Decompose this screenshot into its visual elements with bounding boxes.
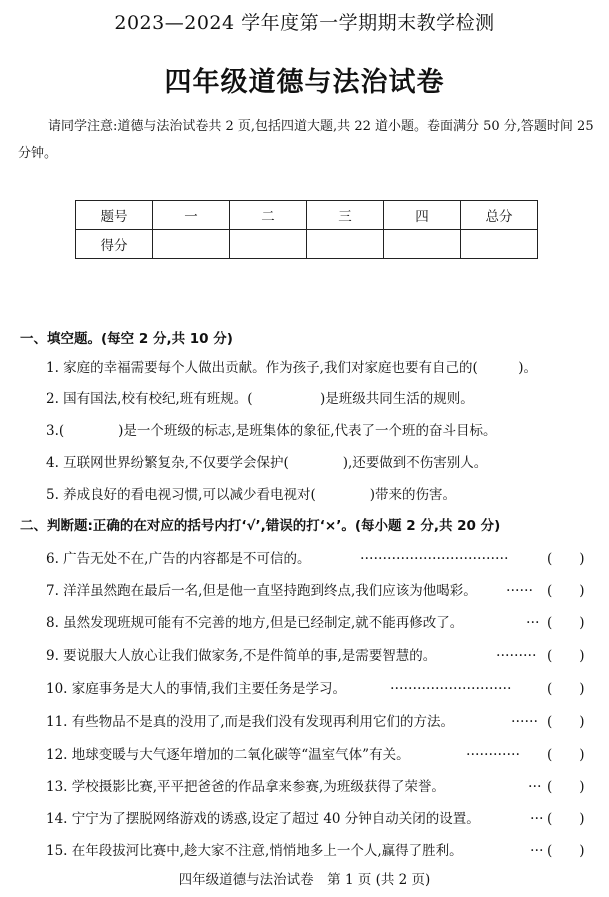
exam-header: 2023—2024 学年度第一学期期末教学检测 [114, 12, 495, 34]
score-table [75, 200, 538, 259]
answer-parentheses[interactable]: ( ) [547, 648, 585, 664]
section2-heading: 二、判断题:正确的在对应的括号内打‘√’,错误的打‘×’。(每小题 2 分,共 20 分) [20, 518, 501, 534]
score-input-cell[interactable] [230, 230, 307, 259]
dot-leader: ……………………… [390, 677, 512, 693]
exam-title: 四年级道德与法治试卷 [164, 67, 445, 98]
section1-heading: 一、填空题。(每空 2 分,共 10 分) [20, 331, 233, 347]
dot-leader: …………………………… [360, 547, 509, 563]
score-header-cell: 总分 [461, 201, 538, 230]
fill-blank-item: 2. 国有国法,校有校纪,班有班规。( )是班级共同生活的规则。 [46, 391, 474, 407]
answer-parentheses[interactable]: ( ) [547, 843, 585, 859]
judgement-question: 6. 广告无处不在,广告的内容都是不可信的。 [46, 551, 311, 567]
score-header-cell: 一 [153, 201, 230, 230]
dot-leader: ……… [496, 644, 537, 660]
answer-parentheses[interactable]: ( ) [547, 551, 585, 567]
fill-blank-item: 4. 互联网世界纷繁复杂,不仅要学会保护( ),还要做到不伤害别人。 [46, 455, 488, 471]
dot-leader: … [528, 775, 542, 791]
answer-parentheses[interactable]: ( ) [547, 779, 585, 795]
fill-blank-item: 1. 家庭的幸福需要每个人做出贡献。作为孩子,我们对家庭也要有自己的( )。 [46, 360, 537, 376]
answer-parentheses[interactable]: ( ) [547, 811, 585, 827]
judgement-question: 9. 要说服大人放心让我们做家务,不是件简单的事,是需要智慧的。 [46, 648, 437, 664]
page-footer: 四年级道德与法治试卷 第 1 页 (共 2 页) [178, 872, 431, 888]
score-table-header-row [76, 201, 538, 230]
score-header-cell: 二 [230, 201, 307, 230]
score-input-cell[interactable] [153, 230, 230, 259]
score-header-cell: 三 [307, 201, 384, 230]
answer-parentheses[interactable]: ( ) [547, 681, 585, 697]
judgement-question: 14. 宁宁为了摆脱网络游戏的诱惑,设定了超过 40 分钟自动关闭的设置。 [46, 811, 480, 827]
score-header-cell: 题号 [76, 201, 153, 230]
fill-blank-item: 5. 养成良好的看电视习惯,可以减少看电视对( )带来的伤害。 [46, 487, 456, 503]
score-input-cell[interactable] [307, 230, 384, 259]
judgement-question: 13. 学校摄影比赛,平平把爸爸的作品拿来参赛,为班级获得了荣誉。 [46, 779, 445, 795]
fill-blank-item: 3.( )是一个班级的标志,是班集体的象征,代表了一个班的奋斗目标。 [46, 423, 497, 439]
judgement-question: 7. 洋洋虽然跑在最后一名,但是他一直坚持跑到终点,我们应该为他喝彩。 [46, 583, 477, 599]
judgement-question: 12. 地球变暖与大气逐年增加的二氧化碳等“温室气体”有关。 [46, 747, 410, 763]
judgement-question: 15. 在年段拔河比赛中,趁大家不注意,悄悄地多上一个人,赢得了胜利。 [46, 843, 463, 859]
answer-parentheses[interactable]: ( ) [547, 714, 585, 730]
score-row-label: 得分 [76, 230, 153, 259]
dot-leader: …… [511, 710, 538, 726]
dot-leader: … [530, 839, 544, 855]
score-table-score-row [76, 230, 538, 259]
judgement-question: 10. 家庭事务是大人的事情,我们主要任务是学习。 [46, 681, 347, 697]
score-input-cell[interactable] [384, 230, 461, 259]
answer-parentheses[interactable]: ( ) [547, 747, 585, 763]
score-header-cell: 四 [384, 201, 461, 230]
judgement-question: 11. 有些物品不是真的没用了,而是我们没有发现再利用它们的方法。 [46, 714, 455, 730]
answer-parentheses[interactable]: ( ) [547, 583, 585, 599]
dot-leader: ………… [466, 743, 520, 759]
exam-notice: 请同学注意:道德与法治试卷共 2 页,包括四道大题,共 22 道小题。卷面满分 50 分,答题时间 25 分钟。 [18, 119, 594, 161]
answer-parentheses[interactable]: ( ) [547, 615, 585, 631]
score-input-cell[interactable] [461, 230, 538, 259]
dot-leader: …… [506, 579, 533, 595]
dot-leader: … [530, 807, 544, 823]
dot-leader: … [526, 611, 540, 627]
judgement-question: 8. 虽然发现班规可能有不完善的地方,但是已经制定,就不能再修改了。 [46, 615, 464, 631]
